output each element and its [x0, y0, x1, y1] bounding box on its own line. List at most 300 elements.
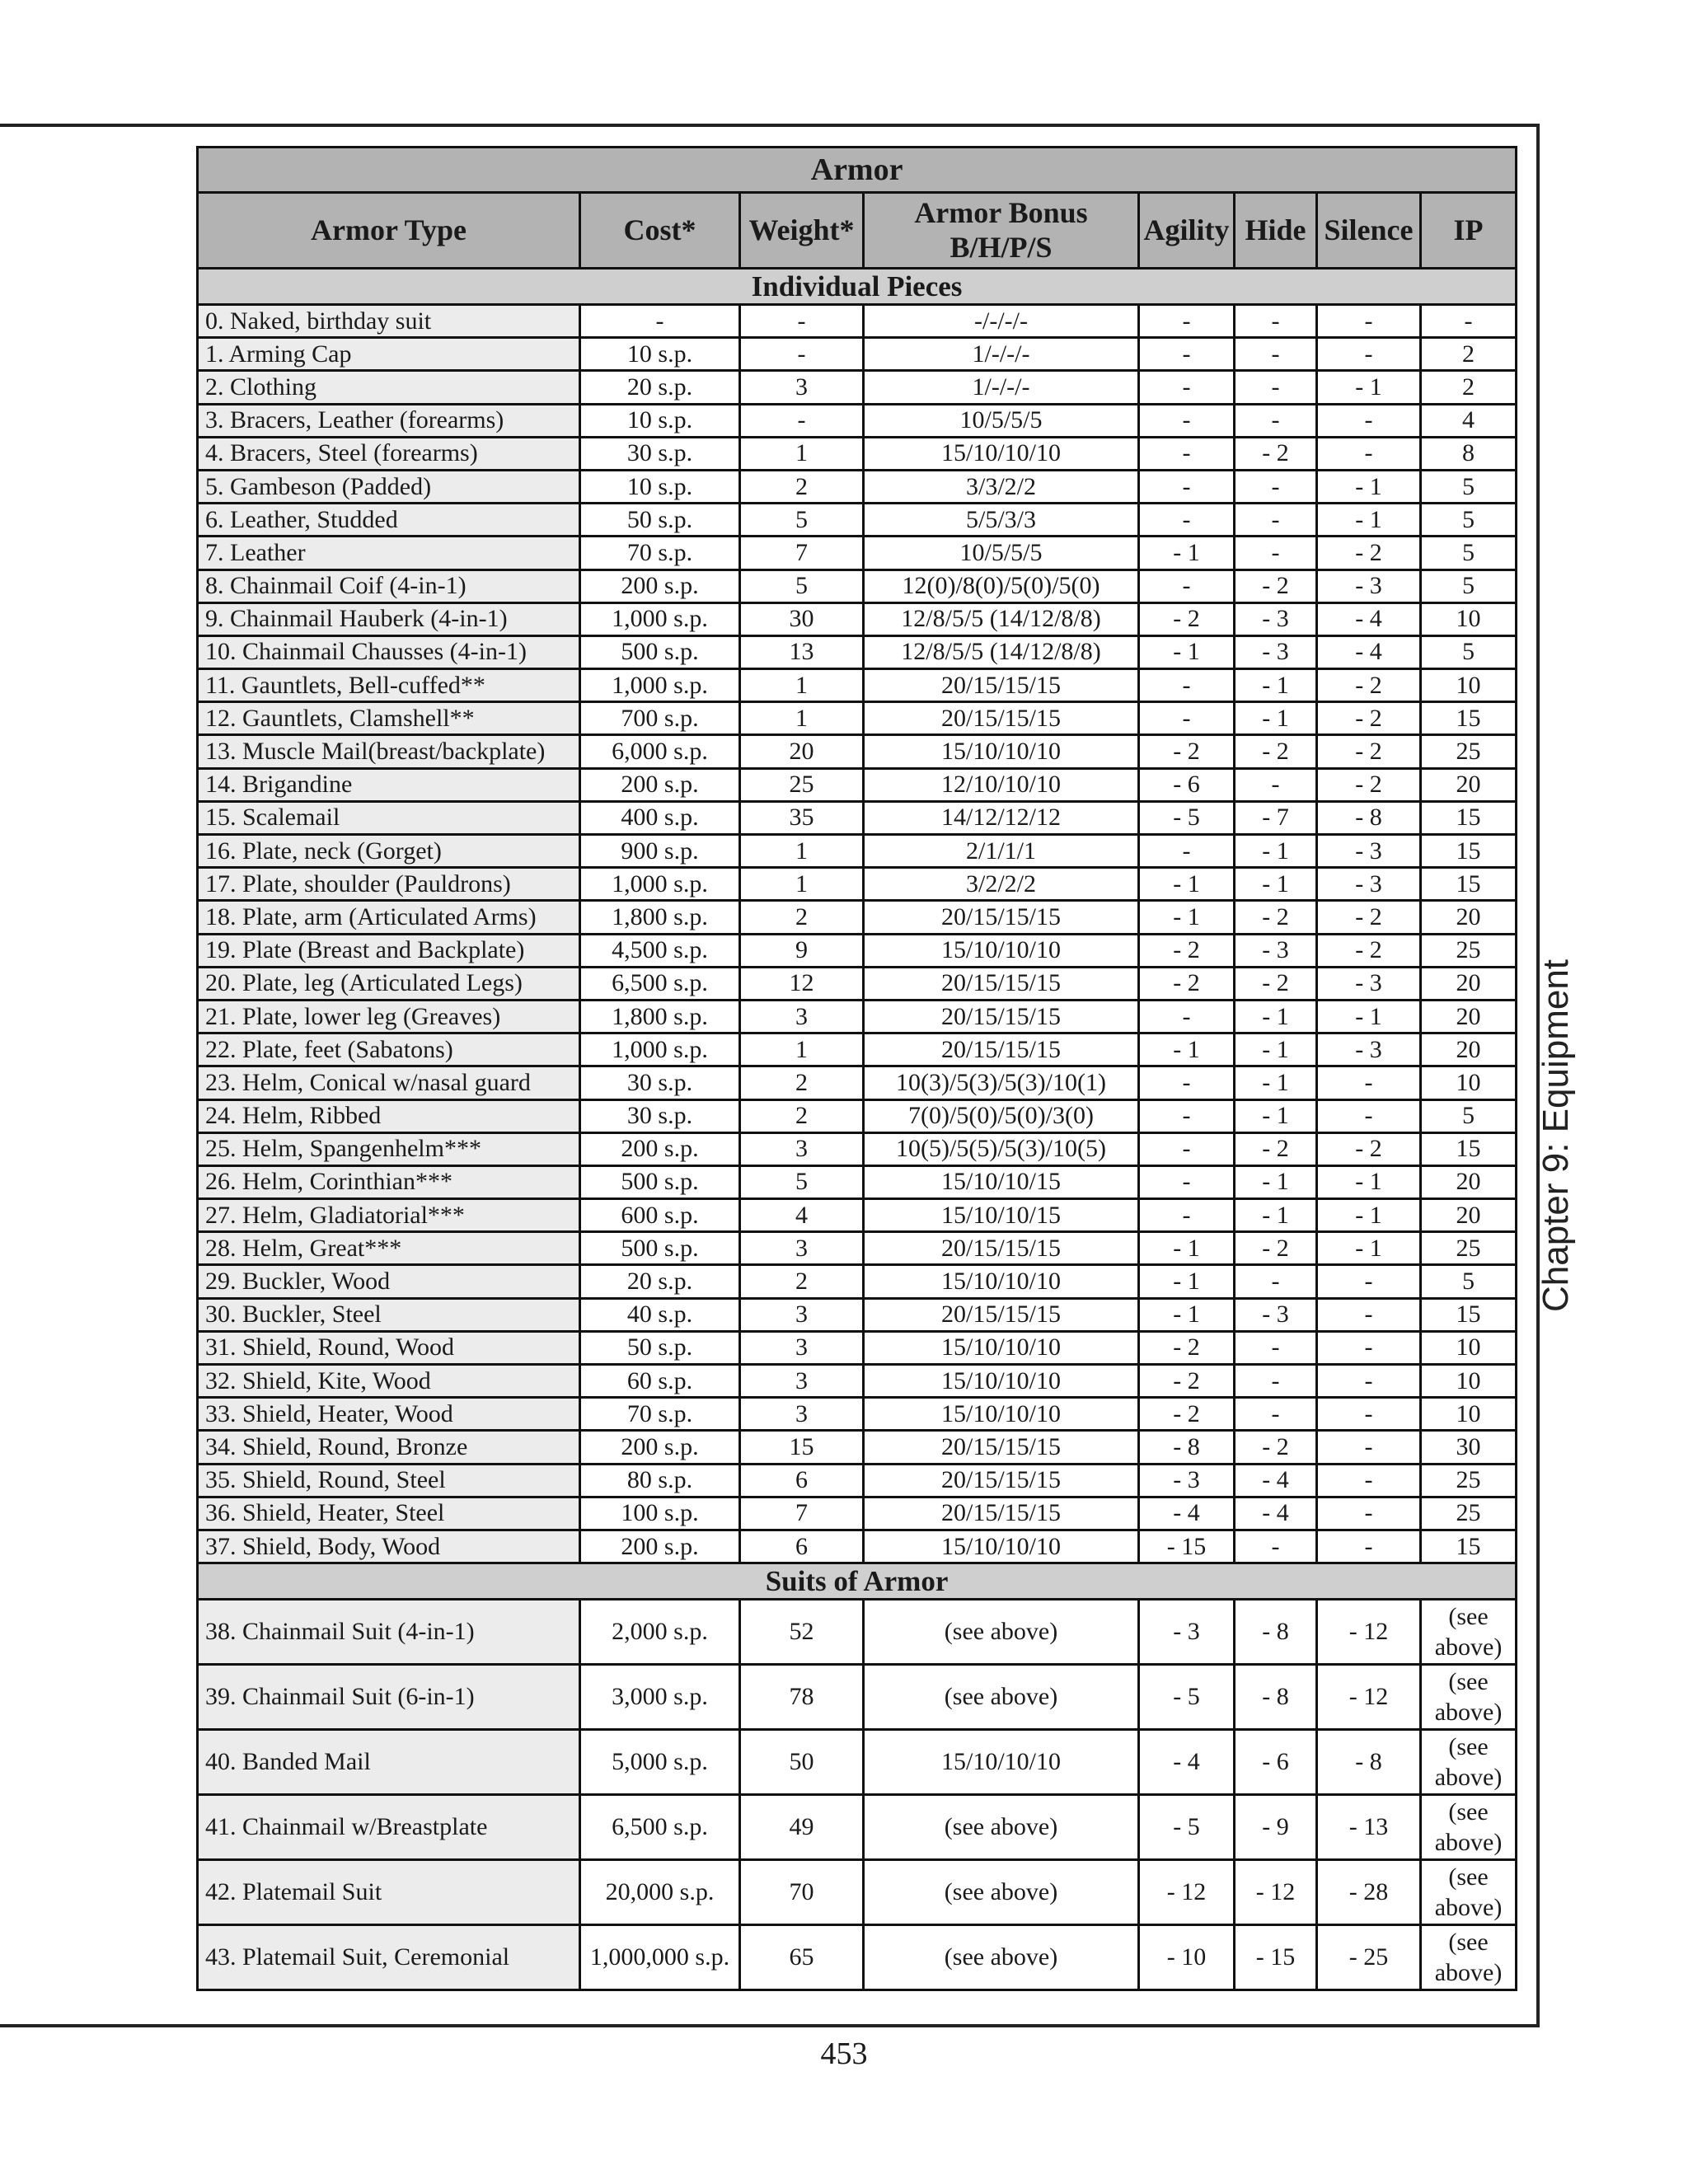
cell-agility: - 1	[1139, 1232, 1235, 1265]
cell-armor-type: 2. Clothing	[198, 371, 580, 404]
cell-silence: - 4	[1317, 635, 1421, 668]
cell-agility: - 12	[1139, 1860, 1235, 1925]
table-row	[198, 305, 1517, 338]
cell-agility: -	[1139, 569, 1235, 602]
cell-ip: 10	[1421, 602, 1517, 635]
cell-hide: -	[1235, 1398, 1317, 1431]
cell-silence: -	[1317, 1464, 1421, 1497]
cell-armor-bonus: 10(3)/5(3)/5(3)/10(1)	[864, 1066, 1139, 1099]
cell-armor-bonus: 20/15/15/15	[864, 1232, 1139, 1265]
cell-hide: - 4	[1235, 1497, 1317, 1530]
section-suits-of-armor: Suits of Armor	[198, 1563, 1517, 1600]
cell-silence: - 1	[1317, 470, 1421, 503]
cell-ip: -	[1421, 305, 1517, 338]
cell-weight: 6	[740, 1530, 864, 1563]
cell-silence: - 3	[1317, 1033, 1421, 1066]
cell-weight: 20	[740, 735, 864, 768]
header-armor-bonus-line1: Armor Bonus	[914, 196, 1088, 230]
table-row	[198, 669, 1517, 702]
cell-silence: -	[1317, 1099, 1421, 1132]
table-row	[198, 1795, 1517, 1860]
cell-armor-type: 37. Shield, Body, Wood	[198, 1530, 580, 1563]
cell-agility: - 1	[1139, 868, 1235, 901]
cell-hide: - 1	[1235, 1099, 1317, 1132]
cell-silence: -	[1317, 305, 1421, 338]
cell-ip: 15	[1421, 835, 1517, 868]
cell-silence: -	[1317, 1398, 1421, 1431]
cell-armor-bonus: (see above)	[864, 1925, 1139, 1990]
table-row	[198, 835, 1517, 868]
cell-weight: 3	[740, 371, 864, 404]
cell-silence: - 2	[1317, 768, 1421, 801]
cell-ip: 15	[1421, 801, 1517, 834]
cell-ip: 4	[1421, 404, 1517, 437]
cell-silence: - 2	[1317, 901, 1421, 934]
table-row	[198, 635, 1517, 668]
cell-cost: 30 s.p.	[580, 1066, 740, 1099]
page-number: 453	[820, 2036, 868, 2071]
table-row	[198, 1860, 1517, 1925]
cell-silence: - 2	[1317, 934, 1421, 967]
table-row	[198, 1665, 1517, 1730]
cell-hide: -	[1235, 1331, 1317, 1364]
cell-armor-bonus: 15/10/10/10	[864, 735, 1139, 768]
cell-ip: 20	[1421, 768, 1517, 801]
cell-armor-type: 34. Shield, Round, Bronze	[198, 1431, 580, 1464]
cell-agility: -	[1139, 371, 1235, 404]
cell-silence: -	[1317, 1331, 1421, 1364]
cell-armor-bonus: 15/10/10/15	[864, 1199, 1139, 1232]
table-row	[198, 967, 1517, 1000]
cell-weight: 5	[740, 1165, 864, 1198]
cell-armor-bonus: (see above)	[864, 1860, 1139, 1925]
cell-armor-bonus: 20/15/15/15	[864, 1464, 1139, 1497]
table-row	[198, 1033, 1517, 1066]
cell-armor-bonus: 15/10/10/15	[864, 1165, 1139, 1198]
cell-ip: 5	[1421, 569, 1517, 602]
header-weight: Weight*	[740, 193, 864, 269]
cell-silence: - 3	[1317, 835, 1421, 868]
cell-armor-bonus: 10(5)/5(5)/5(3)/10(5)	[864, 1132, 1139, 1165]
cell-hide: -	[1235, 305, 1317, 338]
cell-hide: -	[1235, 404, 1317, 437]
table-row	[198, 1132, 1517, 1165]
table-row	[198, 702, 1517, 735]
cell-armor-bonus: 20/15/15/15	[864, 1000, 1139, 1033]
cell-ip: 15	[1421, 1530, 1517, 1563]
cell-silence: - 3	[1317, 569, 1421, 602]
cell-armor-bonus: 7(0)/5(0)/5(0)/3(0)	[864, 1099, 1139, 1132]
cell-agility: - 1	[1139, 901, 1235, 934]
cell-weight: 2	[740, 901, 864, 934]
table-row	[198, 504, 1517, 537]
cell-cost: 30 s.p.	[580, 1099, 740, 1132]
cell-hide: - 9	[1235, 1795, 1317, 1860]
cell-weight: 5	[740, 504, 864, 537]
cell-hide: - 1	[1235, 669, 1317, 702]
cell-hide: -	[1235, 1265, 1317, 1298]
cell-weight: 52	[740, 1600, 864, 1665]
cell-armor-bonus: 10/5/5/5	[864, 537, 1139, 569]
cell-agility: - 1	[1139, 537, 1235, 569]
cell-hide: - 1	[1235, 1033, 1317, 1066]
cell-hide: - 1	[1235, 702, 1317, 735]
cell-weight: 3	[740, 1132, 864, 1165]
cell-armor-bonus: 20/15/15/15	[864, 1298, 1139, 1331]
cell-cost: 4,500 s.p.	[580, 934, 740, 967]
cell-ip: (see above)	[1421, 1730, 1517, 1795]
cell-hide: - 3	[1235, 1298, 1317, 1331]
cell-cost: 700 s.p.	[580, 702, 740, 735]
cell-hide: -	[1235, 504, 1317, 537]
cell-agility: -	[1139, 1165, 1235, 1198]
cell-ip: (see above)	[1421, 1860, 1517, 1925]
cell-agility: -	[1139, 470, 1235, 503]
table-row	[198, 1431, 1517, 1464]
cell-weight: 3	[740, 1365, 864, 1398]
cell-ip: 25	[1421, 1464, 1517, 1497]
cell-armor-type: 43. Platemail Suit, Ceremonial	[198, 1925, 580, 1990]
cell-armor-type: 23. Helm, Conical w/nasal guard	[198, 1066, 580, 1099]
table-row	[198, 470, 1517, 503]
cell-weight: 2	[740, 470, 864, 503]
cell-agility: -	[1139, 504, 1235, 537]
cell-armor-bonus: 20/15/15/15	[864, 901, 1139, 934]
cell-armor-bonus: 20/15/15/15	[864, 1497, 1139, 1530]
cell-silence: - 1	[1317, 371, 1421, 404]
table-row	[198, 1232, 1517, 1265]
cell-ip: 20	[1421, 1000, 1517, 1033]
cell-armor-type: 5. Gambeson (Padded)	[198, 470, 580, 503]
cell-silence: - 2	[1317, 735, 1421, 768]
cell-armor-bonus: 1/-/-/-	[864, 338, 1139, 371]
cell-weight: 3	[740, 1232, 864, 1265]
cell-silence: -	[1317, 1431, 1421, 1464]
cell-armor-bonus: 20/15/15/15	[864, 1033, 1139, 1066]
cell-cost: 80 s.p.	[580, 1464, 740, 1497]
cell-agility: -	[1139, 1099, 1235, 1132]
cell-ip: 10	[1421, 1398, 1517, 1431]
cell-ip: 2	[1421, 338, 1517, 371]
cell-hide: - 4	[1235, 1464, 1317, 1497]
cell-armor-type: 7. Leather	[198, 537, 580, 569]
cell-armor-bonus: (see above)	[864, 1795, 1139, 1860]
table-row	[198, 1398, 1517, 1431]
cell-weight: 1	[740, 1033, 864, 1066]
cell-agility: -	[1139, 1199, 1235, 1232]
cell-silence: - 8	[1317, 801, 1421, 834]
cell-armor-type: 13. Muscle Mail(breast/backplate)	[198, 735, 580, 768]
cell-cost: 50 s.p.	[580, 1331, 740, 1364]
cell-silence: - 1	[1317, 1199, 1421, 1232]
cell-armor-type: 4. Bracers, Steel (forearms)	[198, 437, 580, 470]
cell-agility: -	[1139, 1066, 1235, 1099]
cell-hide: - 3	[1235, 934, 1317, 967]
cell-armor-bonus: 2/1/1/1	[864, 835, 1139, 868]
cell-armor-type: 24. Helm, Ribbed	[198, 1099, 580, 1132]
cell-weight: -	[740, 404, 864, 437]
cell-armor-type: 20. Plate, leg (Articulated Legs)	[198, 967, 580, 1000]
cell-cost: 100 s.p.	[580, 1497, 740, 1530]
cell-hide: - 12	[1235, 1860, 1317, 1925]
cell-cost: 1,800 s.p.	[580, 901, 740, 934]
cell-armor-type: 18. Plate, arm (Articulated Arms)	[198, 901, 580, 934]
cell-agility: - 2	[1139, 1398, 1235, 1431]
cell-cost: 500 s.p.	[580, 1232, 740, 1265]
cell-ip: 30	[1421, 1431, 1517, 1464]
table-row	[198, 1497, 1517, 1530]
cell-cost: 70 s.p.	[580, 537, 740, 569]
cell-armor-type: 19. Plate (Breast and Backplate)	[198, 934, 580, 967]
cell-armor-type: 42. Platemail Suit	[198, 1860, 580, 1925]
cell-agility: - 5	[1139, 801, 1235, 834]
cell-cost: 200 s.p.	[580, 768, 740, 801]
cell-armor-type: 14. Brigandine	[198, 768, 580, 801]
cell-ip: (see above)	[1421, 1795, 1517, 1860]
cell-weight: 1	[740, 868, 864, 901]
cell-agility: - 3	[1139, 1600, 1235, 1665]
cell-weight: 2	[740, 1099, 864, 1132]
table-row	[198, 901, 1517, 934]
cell-armor-bonus: 15/10/10/10	[864, 934, 1139, 967]
cell-ip: 20	[1421, 901, 1517, 934]
cell-silence: - 12	[1317, 1600, 1421, 1665]
cell-armor-type: 22. Plate, feet (Sabatons)	[198, 1033, 580, 1066]
cell-weight: 6	[740, 1464, 864, 1497]
table-row	[198, 934, 1517, 967]
cell-agility: -	[1139, 305, 1235, 338]
cell-armor-type: 21. Plate, lower leg (Greaves)	[198, 1000, 580, 1033]
cell-cost: 200 s.p.	[580, 1132, 740, 1165]
cell-armor-type: 10. Chainmail Chausses (4-in-1)	[198, 635, 580, 668]
cell-cost: 6,500 s.p.	[580, 1795, 740, 1860]
cell-agility: - 1	[1139, 1033, 1235, 1066]
header-armor-type: Armor Type	[198, 193, 580, 269]
chapter-title: Chapter 9: Equipment	[1536, 958, 1576, 1313]
cell-hide: -	[1235, 768, 1317, 801]
cell-armor-bonus: 10/5/5/5	[864, 404, 1139, 437]
cell-weight: 78	[740, 1665, 864, 1730]
cell-hide: - 3	[1235, 635, 1317, 668]
cell-armor-bonus: 20/15/15/15	[864, 702, 1139, 735]
cell-armor-bonus: 12/8/5/5 (14/12/8/8)	[864, 635, 1139, 668]
cell-armor-type: 32. Shield, Kite, Wood	[198, 1365, 580, 1398]
cell-weight: 15	[740, 1431, 864, 1464]
cell-ip: 2	[1421, 371, 1517, 404]
cell-ip: (see above)	[1421, 1600, 1517, 1665]
cell-cost: 10 s.p.	[580, 470, 740, 503]
table-row	[198, 1265, 1517, 1298]
cell-cost: 5,000 s.p.	[580, 1730, 740, 1795]
cell-ip: 15	[1421, 868, 1517, 901]
cell-ip: 5	[1421, 635, 1517, 668]
cell-silence: -	[1317, 338, 1421, 371]
cell-armor-type: 8. Chainmail Coif (4-in-1)	[198, 569, 580, 602]
cell-armor-type: 29. Buckler, Wood	[198, 1265, 580, 1298]
cell-cost: 600 s.p.	[580, 1199, 740, 1232]
cell-weight: 1	[740, 437, 864, 470]
cell-agility: -	[1139, 835, 1235, 868]
cell-armor-bonus: 5/5/3/3	[864, 504, 1139, 537]
cell-armor-type: 38. Chainmail Suit (4-in-1)	[198, 1600, 580, 1665]
cell-silence: -	[1317, 1497, 1421, 1530]
cell-silence: - 2	[1317, 537, 1421, 569]
cell-weight: 65	[740, 1925, 864, 1990]
cell-agility: -	[1139, 1132, 1235, 1165]
cell-agility: - 1	[1139, 635, 1235, 668]
cell-armor-type: 27. Helm, Gladiatorial***	[198, 1199, 580, 1232]
table-row	[198, 1925, 1517, 1990]
cell-weight: 4	[740, 1199, 864, 1232]
cell-cost: 1,000 s.p.	[580, 602, 740, 635]
cell-cost: 10 s.p.	[580, 338, 740, 371]
cell-hide: - 1	[1235, 1165, 1317, 1198]
cell-agility: - 2	[1139, 735, 1235, 768]
cell-hide: -	[1235, 371, 1317, 404]
cell-agility: - 1	[1139, 1298, 1235, 1331]
cell-armor-bonus: 15/10/10/10	[864, 1265, 1139, 1298]
cell-silence: - 4	[1317, 602, 1421, 635]
cell-ip: 5	[1421, 537, 1517, 569]
cell-armor-type: 15. Scalemail	[198, 801, 580, 834]
table-row	[198, 1199, 1517, 1232]
cell-ip: 25	[1421, 735, 1517, 768]
cell-armor-type: 35. Shield, Round, Steel	[198, 1464, 580, 1497]
cell-weight: 3	[740, 1398, 864, 1431]
cell-ip: 15	[1421, 1132, 1517, 1165]
cell-ip: 15	[1421, 702, 1517, 735]
cell-hide: - 2	[1235, 1431, 1317, 1464]
cell-ip: 10	[1421, 669, 1517, 702]
cell-weight: 7	[740, 1497, 864, 1530]
cell-cost: 2,000 s.p.	[580, 1600, 740, 1665]
cell-agility: - 5	[1139, 1795, 1235, 1860]
cell-hide: -	[1235, 1530, 1317, 1563]
cell-silence: -	[1317, 404, 1421, 437]
cell-ip: 8	[1421, 437, 1517, 470]
header-ip: IP	[1421, 193, 1517, 269]
cell-armor-type: 30. Buckler, Steel	[198, 1298, 580, 1331]
cell-weight: 25	[740, 768, 864, 801]
cell-agility: - 3	[1139, 1464, 1235, 1497]
header-silence: Silence	[1317, 193, 1421, 269]
cell-armor-bonus: 3/3/2/2	[864, 470, 1139, 503]
cell-cost: 500 s.p.	[580, 635, 740, 668]
cell-cost: 1,000 s.p.	[580, 669, 740, 702]
cell-agility: -	[1139, 1000, 1235, 1033]
cell-cost: 6,500 s.p.	[580, 967, 740, 1000]
cell-armor-type: 17. Plate, shoulder (Pauldrons)	[198, 868, 580, 901]
cell-armor-bonus: 3/2/2/2	[864, 868, 1139, 901]
cell-cost: 60 s.p.	[580, 1365, 740, 1398]
header-row	[198, 193, 1517, 269]
cell-hide: - 8	[1235, 1600, 1317, 1665]
table-row	[198, 1165, 1517, 1198]
cell-weight: 7	[740, 537, 864, 569]
cell-weight: 9	[740, 934, 864, 967]
cell-armor-type: 0. Naked, birthday suit	[198, 305, 580, 338]
armor-table	[196, 146, 1517, 1991]
cell-armor-type: 3. Bracers, Leather (forearms)	[198, 404, 580, 437]
cell-hide: - 2	[1235, 967, 1317, 1000]
cell-silence: -	[1317, 1365, 1421, 1398]
cell-weight: 1	[740, 702, 864, 735]
cell-silence: - 1	[1317, 1232, 1421, 1265]
cell-cost: 10 s.p.	[580, 404, 740, 437]
cell-armor-bonus: 20/15/15/15	[864, 967, 1139, 1000]
table-row	[198, 1298, 1517, 1331]
cell-ip: 5	[1421, 470, 1517, 503]
cell-cost: 1,000 s.p.	[580, 1033, 740, 1066]
cell-cost: 200 s.p.	[580, 1530, 740, 1563]
cell-ip: 25	[1421, 1497, 1517, 1530]
cell-hide: - 2	[1235, 569, 1317, 602]
cell-agility: -	[1139, 437, 1235, 470]
cell-ip: 10	[1421, 1066, 1517, 1099]
cell-cost: 20 s.p.	[580, 1265, 740, 1298]
cell-ip: 15	[1421, 1298, 1517, 1331]
cell-armor-type: 9. Chainmail Hauberk (4-in-1)	[198, 602, 580, 635]
cell-hide: - 2	[1235, 901, 1317, 934]
cell-hide: -	[1235, 537, 1317, 569]
table-row	[198, 735, 1517, 768]
cell-cost: 1,000,000 s.p.	[580, 1925, 740, 1990]
cell-agility: - 15	[1139, 1530, 1235, 1563]
cell-silence: - 28	[1317, 1860, 1421, 1925]
cell-silence: - 1	[1317, 1000, 1421, 1033]
cell-cost: 70 s.p.	[580, 1398, 740, 1431]
cell-silence: - 12	[1317, 1665, 1421, 1730]
header-cost: Cost*	[580, 193, 740, 269]
cell-cost: 30 s.p.	[580, 437, 740, 470]
cell-weight: 49	[740, 1795, 864, 1860]
cell-cost: 200 s.p.	[580, 569, 740, 602]
cell-silence: - 1	[1317, 1165, 1421, 1198]
cell-hide: - 15	[1235, 1925, 1317, 1990]
table-row	[198, 1464, 1517, 1497]
cell-hide: - 8	[1235, 1665, 1317, 1730]
cell-ip: 10	[1421, 1331, 1517, 1364]
cell-hide: - 1	[1235, 1000, 1317, 1033]
cell-weight: 2	[740, 1066, 864, 1099]
cell-cost: 400 s.p.	[580, 801, 740, 834]
cell-ip: 20	[1421, 1165, 1517, 1198]
cell-weight: 13	[740, 635, 864, 668]
cell-armor-type: 25. Helm, Spangenhelm***	[198, 1132, 580, 1165]
cell-armor-type: 1. Arming Cap	[198, 338, 580, 371]
cell-cost: 20 s.p.	[580, 371, 740, 404]
cell-agility: -	[1139, 702, 1235, 735]
cell-hide: -	[1235, 470, 1317, 503]
cell-hide: - 1	[1235, 1066, 1317, 1099]
table-row	[198, 1000, 1517, 1033]
cell-agility: - 1	[1139, 1265, 1235, 1298]
cell-weight: 2	[740, 1265, 864, 1298]
cell-ip: 5	[1421, 1099, 1517, 1132]
cell-armor-bonus: 20/15/15/15	[864, 669, 1139, 702]
cell-hide: - 1	[1235, 868, 1317, 901]
cell-agility: - 4	[1139, 1497, 1235, 1530]
cell-cost: 500 s.p.	[580, 1165, 740, 1198]
cell-hide: - 7	[1235, 801, 1317, 834]
cell-armor-bonus: 14/12/12/12	[864, 801, 1139, 834]
table-row	[198, 569, 1517, 602]
cell-armor-type: 40. Banded Mail	[198, 1730, 580, 1795]
cell-armor-bonus: 12(0)/8(0)/5(0)/5(0)	[864, 569, 1139, 602]
cell-ip: 5	[1421, 504, 1517, 537]
table-row	[198, 1365, 1517, 1398]
cell-silence: - 1	[1317, 504, 1421, 537]
